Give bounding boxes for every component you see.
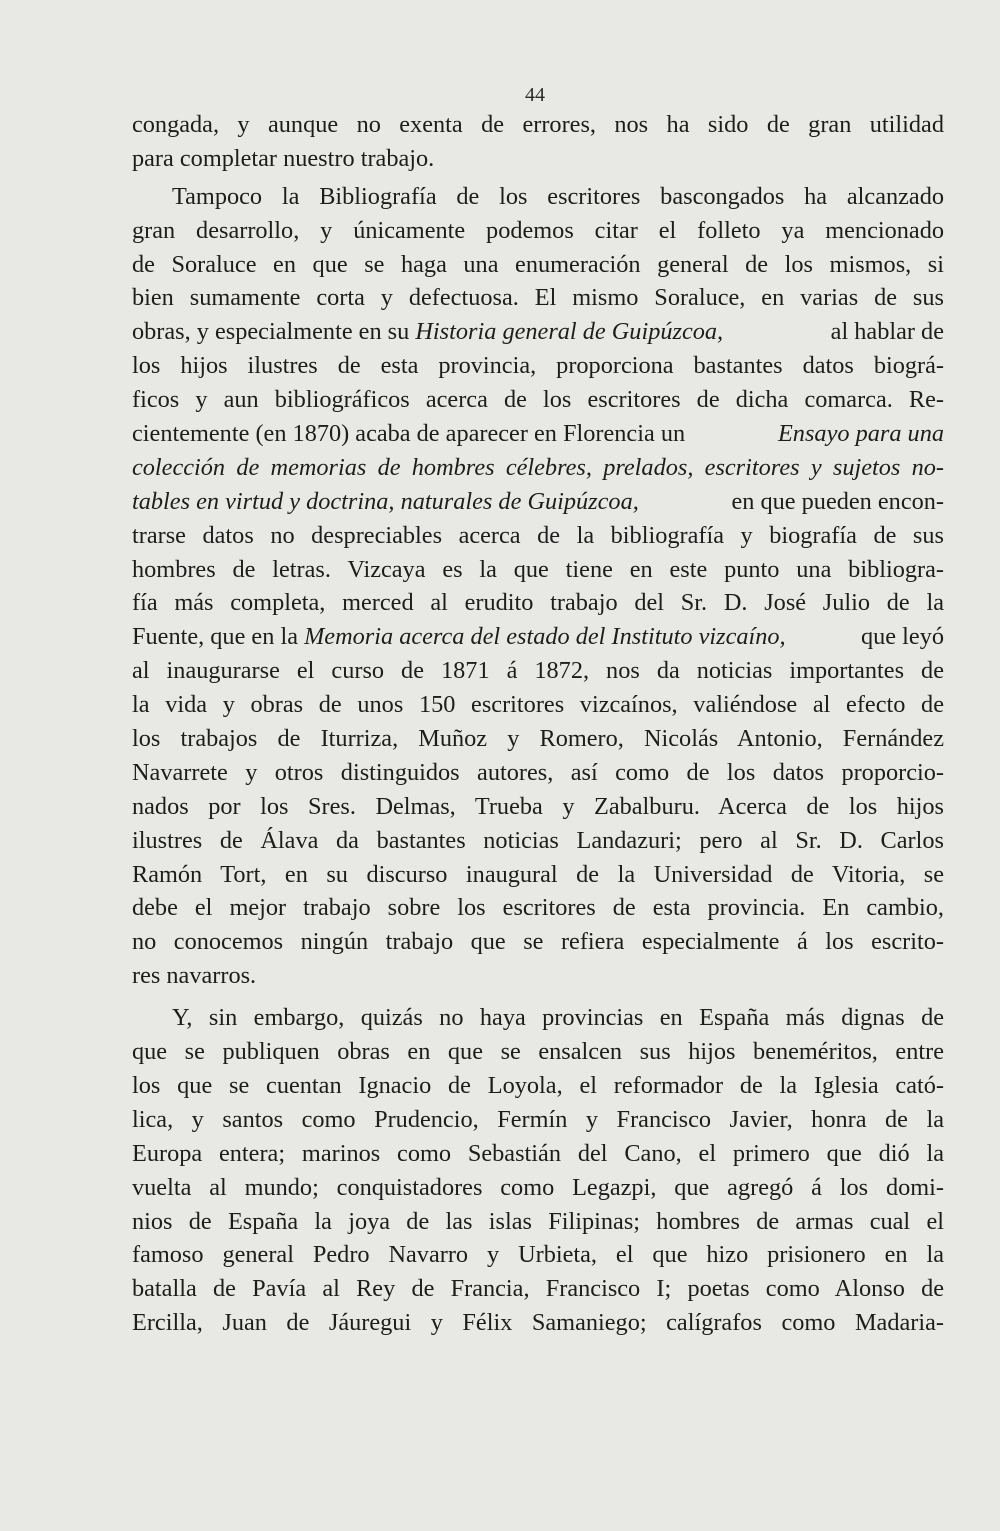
book-title-coleccion: colección de memorias de hombres célebres, prelados, escritores y sujetos no- (132, 453, 944, 481)
text-line: debe el mejor trabajo sobre los escritores de esta provincia. En cambio, (132, 894, 944, 922)
text-line: batalla de Pavía al Rey de Francia, Francisco I; poetas como Alonso de (132, 1275, 944, 1303)
text-line: no conocemos ningún trabajo que se refiera especialmente á los escrito- (132, 928, 944, 956)
text-line: Navarrete y otros distinguidos autores, así como de los datos proporcio- (132, 758, 944, 786)
text-line: nados por los Sres. Delmas, Trueba y Zabalburu. Acerca de los hijos (132, 792, 944, 820)
text-line (132, 620, 944, 654)
text-line: ilustres de Álava da bastantes noticias Landazuri; pero al Sr. D. Carlos (132, 826, 944, 854)
text-line: fía más completa, merced al erudito trabajo del Sr. D. José Julio de la (132, 589, 944, 617)
text-line: vuelta al mundo; conquistadores como Legazpi, que agregó á los domi- (132, 1173, 944, 1201)
text-line: de Soraluce en que se haga una enumeración general de los mismos, si (132, 250, 944, 278)
paragraph-3 (132, 1001, 944, 1340)
text-line (132, 315, 944, 349)
book-title-memoria: Memoria acerca del estado del Instituto vizcaíno, (304, 623, 786, 651)
text-line: para completar nuestro trabajo. (132, 144, 435, 172)
page-number: 44 (525, 84, 545, 106)
book-title-tables: tables en virtud y doctrina, naturales de Guipúzcoa, (132, 487, 639, 515)
paragraph-2 (132, 180, 944, 993)
text-line: gran desarrollo, y únicamente podemos citar el folleto ya mencionado (132, 216, 944, 244)
text-line: que se publiquen obras en que se ensalcen sus hijos beneméritos, entre (132, 1038, 944, 1066)
text-line: Y, sin embargo, quizás no haya provincias en España más dignas de (172, 1004, 944, 1032)
text-line (132, 485, 944, 519)
body-text (132, 108, 944, 1340)
text-line (132, 417, 944, 451)
text-fragment: Fuente, que en la (132, 623, 305, 651)
text-line (132, 451, 944, 485)
text-line: Europa entera; marinos como Sebastián del Cano, el primero que dió la (132, 1139, 944, 1167)
text-line: res navarros. (132, 962, 257, 990)
text-line: Ramón Tort, en su discurso inaugural de la Universidad de Vitoria, se (132, 860, 944, 888)
text-line: al inaugurarse el curso de 1871 á 1872, nos da noticias importantes de (132, 657, 944, 685)
text-fragment: en que pueden encon- (731, 487, 944, 515)
text-line: los que se cuentan Ignacio de Loyola, el reformador de la Iglesia cató- (132, 1071, 944, 1099)
text-fragment: que leyó (861, 623, 944, 651)
text-line: los trabajos de Iturriza, Muñoz y Romero, Nicolás Antonio, Fernández (132, 725, 944, 753)
text-line: nios de España la joya de las islas Filipinas; hombres de armas cual el (132, 1207, 944, 1235)
paragraph-1 (132, 108, 944, 176)
book-title-historia: Historia general de Guipúzcoa, (415, 318, 724, 346)
text-line: lica, y santos como Prudencio, Fermín y Francisco Javier, honra de la (132, 1105, 944, 1133)
text-line: bien sumamente corta y defectuosa. El mismo Soraluce, en varias de sus (132, 284, 944, 312)
book-title-ensayo: Ensayo para una (777, 420, 944, 448)
text-line: hombres de letras. Vizcaya es la que tiene en este punto una bibliogra- (132, 555, 944, 583)
text-fragment: cientemente (en 1870) acaba de aparecer en Florencia un (132, 420, 686, 448)
text-line: congada, y aunque no exenta de errores, nos ha sido de gran utilidad (132, 111, 944, 138)
text-line: la vida y obras de unos 150 escritores vizcaínos, valiéndose al efecto de (132, 691, 944, 719)
text-line: famoso general Pedro Navarro y Urbieta, el que hizo prisionero en la (132, 1241, 944, 1269)
text-line: ficos y aun bibliográficos acerca de los escritores de dicha comarca. Re- (132, 386, 944, 414)
text-line: los hijos ilustres de esta provincia, proporciona bastantes datos biográ- (132, 352, 944, 380)
text-line: Ercilla, Juan de Jáuregui y Félix Samaniego; calígrafos como Madaria- (132, 1309, 944, 1337)
text-line: trarse datos no despreciables acerca de la bibliografía y biografía de sus (132, 521, 944, 549)
text-fragment: al hablar de (830, 318, 944, 346)
text-line: Tampoco la Bibliografía de los escritores bascongados ha alcanzado (172, 182, 944, 210)
text-fragment: obras, y especialmente en su (132, 318, 416, 346)
